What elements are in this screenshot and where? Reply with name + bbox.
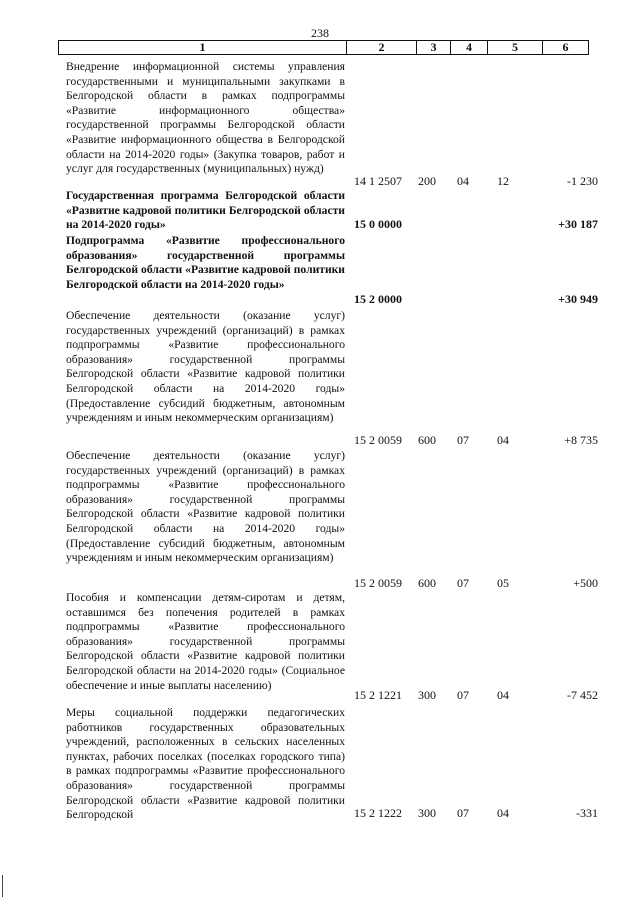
target-article-code: 15 0 0000 bbox=[354, 217, 402, 231]
page-number: 238 bbox=[311, 26, 329, 40]
expense-type-code: 300 bbox=[418, 688, 436, 702]
column-header-2: 2 bbox=[347, 41, 417, 54]
section-code: 04 bbox=[457, 174, 469, 188]
target-article-code: 15 2 1222 bbox=[354, 806, 402, 820]
row-description: Пособия и компенсации детям-сиротам и детям, оставшимся без попечения родителей в рамках подпрограммы «Развитие профессионального образования» государственной программы Белгородской области «Развитие кадровой политики Белгородской области на 2014-2020 годы» (Социальное обеспечение и иные выплаты населению) bbox=[66, 591, 345, 692]
column-header-4: 4 bbox=[451, 41, 488, 54]
expense-type-code: 300 bbox=[418, 806, 436, 820]
expense-type-code: 200 bbox=[418, 174, 436, 188]
expense-type-code: 600 bbox=[418, 576, 436, 590]
row-description: Обеспечение деятельности (оказание услуг) государственных учреждений (организаций) в рамках подпрограммы «Развитие профессионального образования» государственной программы Белгородской области «Развитие кадровой политики Белгородской области на 2014-2020 годы» (Предоставление субсидий бюджетным, автономным учреждениям и иным некоммерческим организациям) bbox=[66, 309, 345, 425]
row-values bbox=[66, 174, 626, 189]
subsection-code: 05 bbox=[497, 576, 509, 590]
amount: +30 187 bbox=[558, 217, 598, 231]
row-values bbox=[66, 806, 626, 821]
target-article-code: 15 2 0000 bbox=[354, 292, 402, 306]
row-description: Внедрение информационной системы управления государственными и муниципальными закупками в Белгородской области в рамках подпрограммы «Развитие информационного общества» государственной программы Белгородской области «Развитие информационного общества в Белгородской области на 2014-2020 годы» (Закупка товаров, работ и услуг для государственных (муниципальных) нужд) bbox=[66, 60, 345, 176]
subsection-code: 04 bbox=[497, 433, 509, 447]
amount: +30 949 bbox=[558, 292, 598, 306]
row-description: Обеспечение деятельности (оказание услуг) государственных учреждений (организаций) в рамках подпрограммы «Развитие профессионального образования» государственной программы Белгородской области «Развитие кадровой политики Белгородской области на 2014-2020 годы» (Предоставление субсидий бюджетным, автономным учреждениям и иным некоммерческим организациям) bbox=[66, 449, 345, 565]
column-header-3: 3 bbox=[417, 41, 451, 54]
column-header-1: 1 bbox=[59, 41, 347, 54]
amount: -1 230 bbox=[567, 174, 598, 188]
expense-type-code: 600 bbox=[418, 433, 436, 447]
section-code: 07 bbox=[457, 688, 469, 702]
amount: +8 735 bbox=[564, 433, 598, 447]
section-code: 07 bbox=[457, 806, 469, 820]
row-description: Государственная программа Белгородской области «Развитие кадровой политики Белгородской области на 2014-2020 годы» bbox=[66, 189, 345, 232]
section-code: 07 bbox=[457, 576, 469, 590]
column-header-5: 5 bbox=[488, 41, 543, 54]
amount: -7 452 bbox=[567, 688, 598, 702]
section-code: 07 bbox=[457, 433, 469, 447]
subsection-code: 04 bbox=[497, 806, 509, 820]
row-description: Меры социальной поддержки педагогических работников государственных образовательных учреждений, расположенных в сельских населенных пунктах, рабочих поселках (поселках городского типа) в рамках подпрограммы «Развитие профессионального образования» государственной программы Белгородской области «Развитие кадровой политики Белгородской bbox=[66, 706, 345, 822]
row-values bbox=[66, 576, 626, 591]
row-values bbox=[66, 433, 626, 448]
column-header-6: 6 bbox=[562, 40, 569, 54]
scan-edge-mark bbox=[2, 875, 3, 897]
target-article-code: 15 2 0059 bbox=[354, 433, 402, 447]
row-values bbox=[66, 688, 626, 703]
subsection-code: 12 bbox=[497, 174, 509, 188]
amount: -331 bbox=[576, 806, 598, 820]
target-article-code: 15 2 1221 bbox=[354, 688, 402, 702]
subsection-code: 04 bbox=[497, 688, 509, 702]
amount: +500 bbox=[573, 576, 598, 590]
target-article-code: 15 2 0059 bbox=[354, 576, 402, 590]
target-article-code: 14 1 2507 bbox=[354, 174, 402, 188]
row-values bbox=[66, 217, 626, 232]
row-values bbox=[66, 292, 626, 307]
table-header bbox=[58, 40, 589, 55]
row-description: Подпрограмма «Развитие профессионального образования» государственной программы Белгородской области «Развитие кадровой политики Белгородской области на 2014-2020 годы» bbox=[66, 234, 345, 291]
